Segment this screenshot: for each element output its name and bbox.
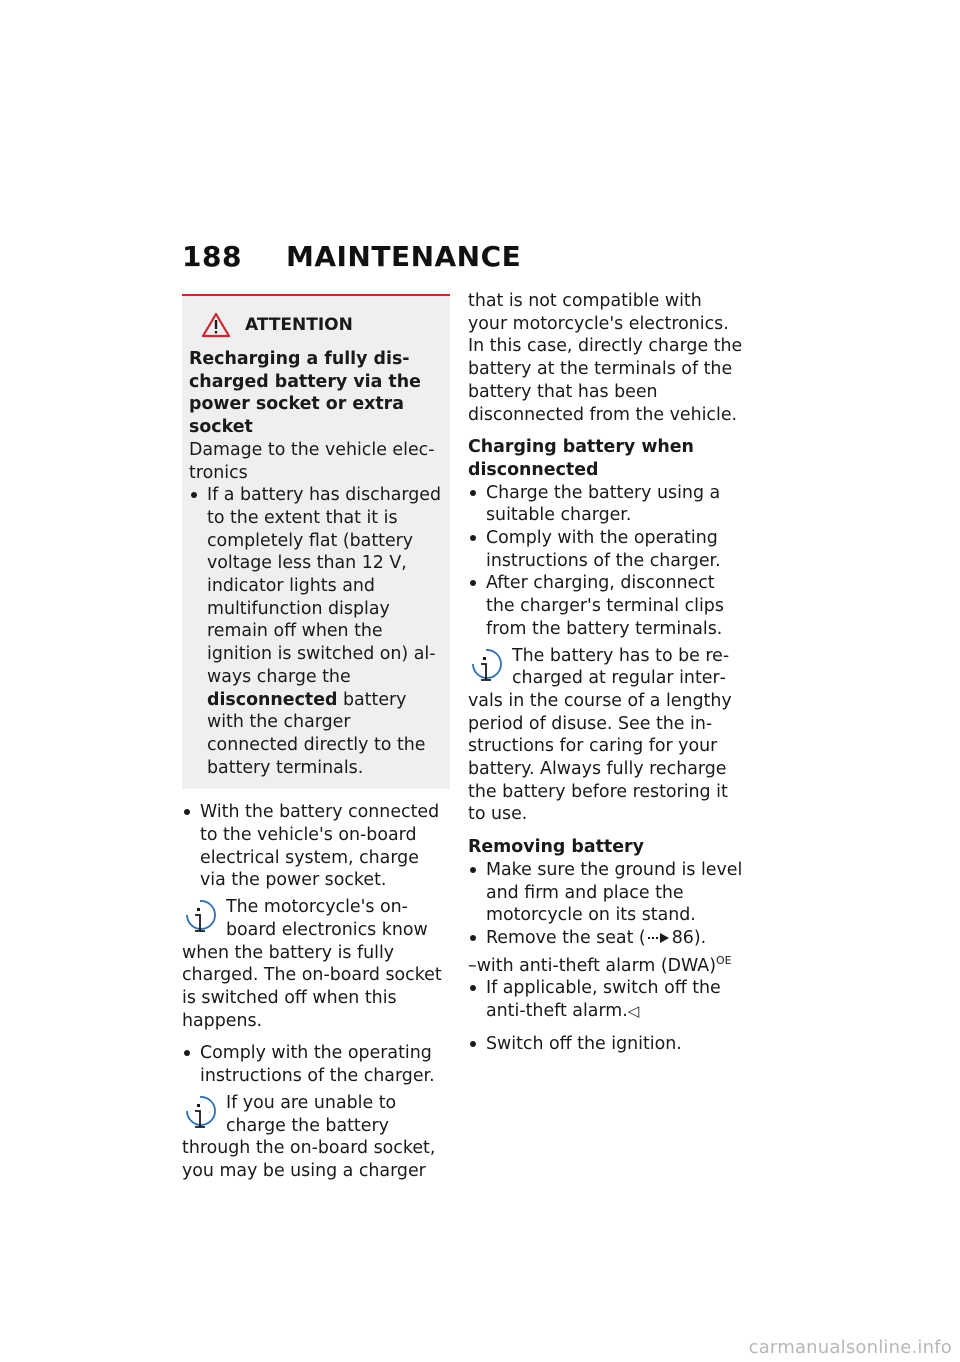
info-note-2 (182, 1092, 450, 1183)
attention-heading: Recharging a fully discharged battery via the power socket or extra socket (189, 349, 421, 438)
list-item (468, 977, 743, 1022)
list-item: Comply with the operating instructions of the charger. (182, 1042, 450, 1087)
attention-consequence: Damage to the vehicle electronics (189, 439, 435, 483)
section-title: MAINTENANCE (285, 240, 522, 273)
info-note-3 (468, 645, 743, 827)
attention-list (189, 484, 444, 779)
page-reference-link[interactable]: 86 (671, 927, 694, 948)
attention-label: ATTENTION (245, 314, 353, 335)
page-number: 188 (182, 240, 242, 273)
ignition-list (468, 1033, 743, 1056)
list-item: With the battery connected to the vehicle's on-board electrical system, charge via the power socket. (182, 801, 450, 892)
attention-bullet (189, 484, 444, 779)
alarm-text: If applicable, switch off the anti-theft alarm. (486, 978, 721, 1021)
list-item: Charge the battery using a suitable charger. (468, 482, 743, 527)
info-icon (182, 898, 218, 938)
left-column (182, 294, 450, 1183)
list-item: Switch off the ignition. (468, 1033, 743, 1056)
removing-list (468, 859, 743, 950)
page-reference-arrow-icon (648, 932, 670, 944)
left-list-2 (182, 1042, 450, 1087)
seat-text: Remove the seat ( (486, 927, 646, 948)
info-icon (468, 647, 504, 687)
info-note-1 (182, 896, 450, 1032)
list-item: After charging, disconnect the charger's terminal clips from the battery terminals. (468, 572, 743, 640)
attention-bullet-emphasis: disconnected (207, 689, 338, 710)
page-header (182, 240, 521, 273)
warning-triangle-icon (201, 312, 231, 338)
info-text: If you are unable to charge the battery through the on-board socket, you may be using a charger (182, 1092, 436, 1181)
attention-bullet-text-end: battery with the charger connected directly to the battery terminals. (207, 689, 426, 778)
seat-text-end: ). (693, 927, 707, 948)
dwa-condition (468, 950, 743, 978)
section-heading-removing: Removing battery (468, 837, 644, 858)
list-item-seat (468, 927, 743, 950)
end-marker-icon: ◁ (627, 1001, 640, 1020)
dwa-text: –with anti-theft alarm (DWA) (468, 955, 716, 976)
list-item: Comply with the operating instructions of the charger. (468, 527, 743, 572)
attention-title (189, 312, 444, 338)
attention-box (182, 294, 450, 789)
right-column (468, 290, 743, 1055)
oe-superscript: OE (716, 953, 732, 967)
info-icon (182, 1094, 218, 1134)
info-text: The battery has to be recharged at regular intervals in the course of a lengthy period of disuse. See the instructions for caring for your battery. Always fully recharge the battery before restoring it to use. (468, 645, 732, 825)
list-item: Make sure the ground is level and firm and place the motorcycle on its stand. (468, 859, 743, 927)
alarm-list (468, 977, 743, 1022)
left-list-1 (182, 801, 450, 892)
charging-list (468, 482, 743, 641)
continued-text: that is not compatible with your motorcycle's electronics. In this case, directly charge the battery at the terminals of the battery that has been disconnected from the vehicle. (468, 291, 743, 425)
watermark: carmanualsonline.info (748, 1337, 952, 1358)
section-heading-charging: Charging battery when disconnected (468, 437, 694, 480)
info-text: The motorcycle's on-board electronics know when the battery is fully charged. The on-board socket is switched off when this happens. (182, 897, 442, 1031)
attention-bullet-text: If a battery has discharged to the extent that it is completely flat (battery voltage less than 12 V, indicator lights and multifunction display remain off when the ignition is switched on) always charge the (207, 485, 442, 687)
